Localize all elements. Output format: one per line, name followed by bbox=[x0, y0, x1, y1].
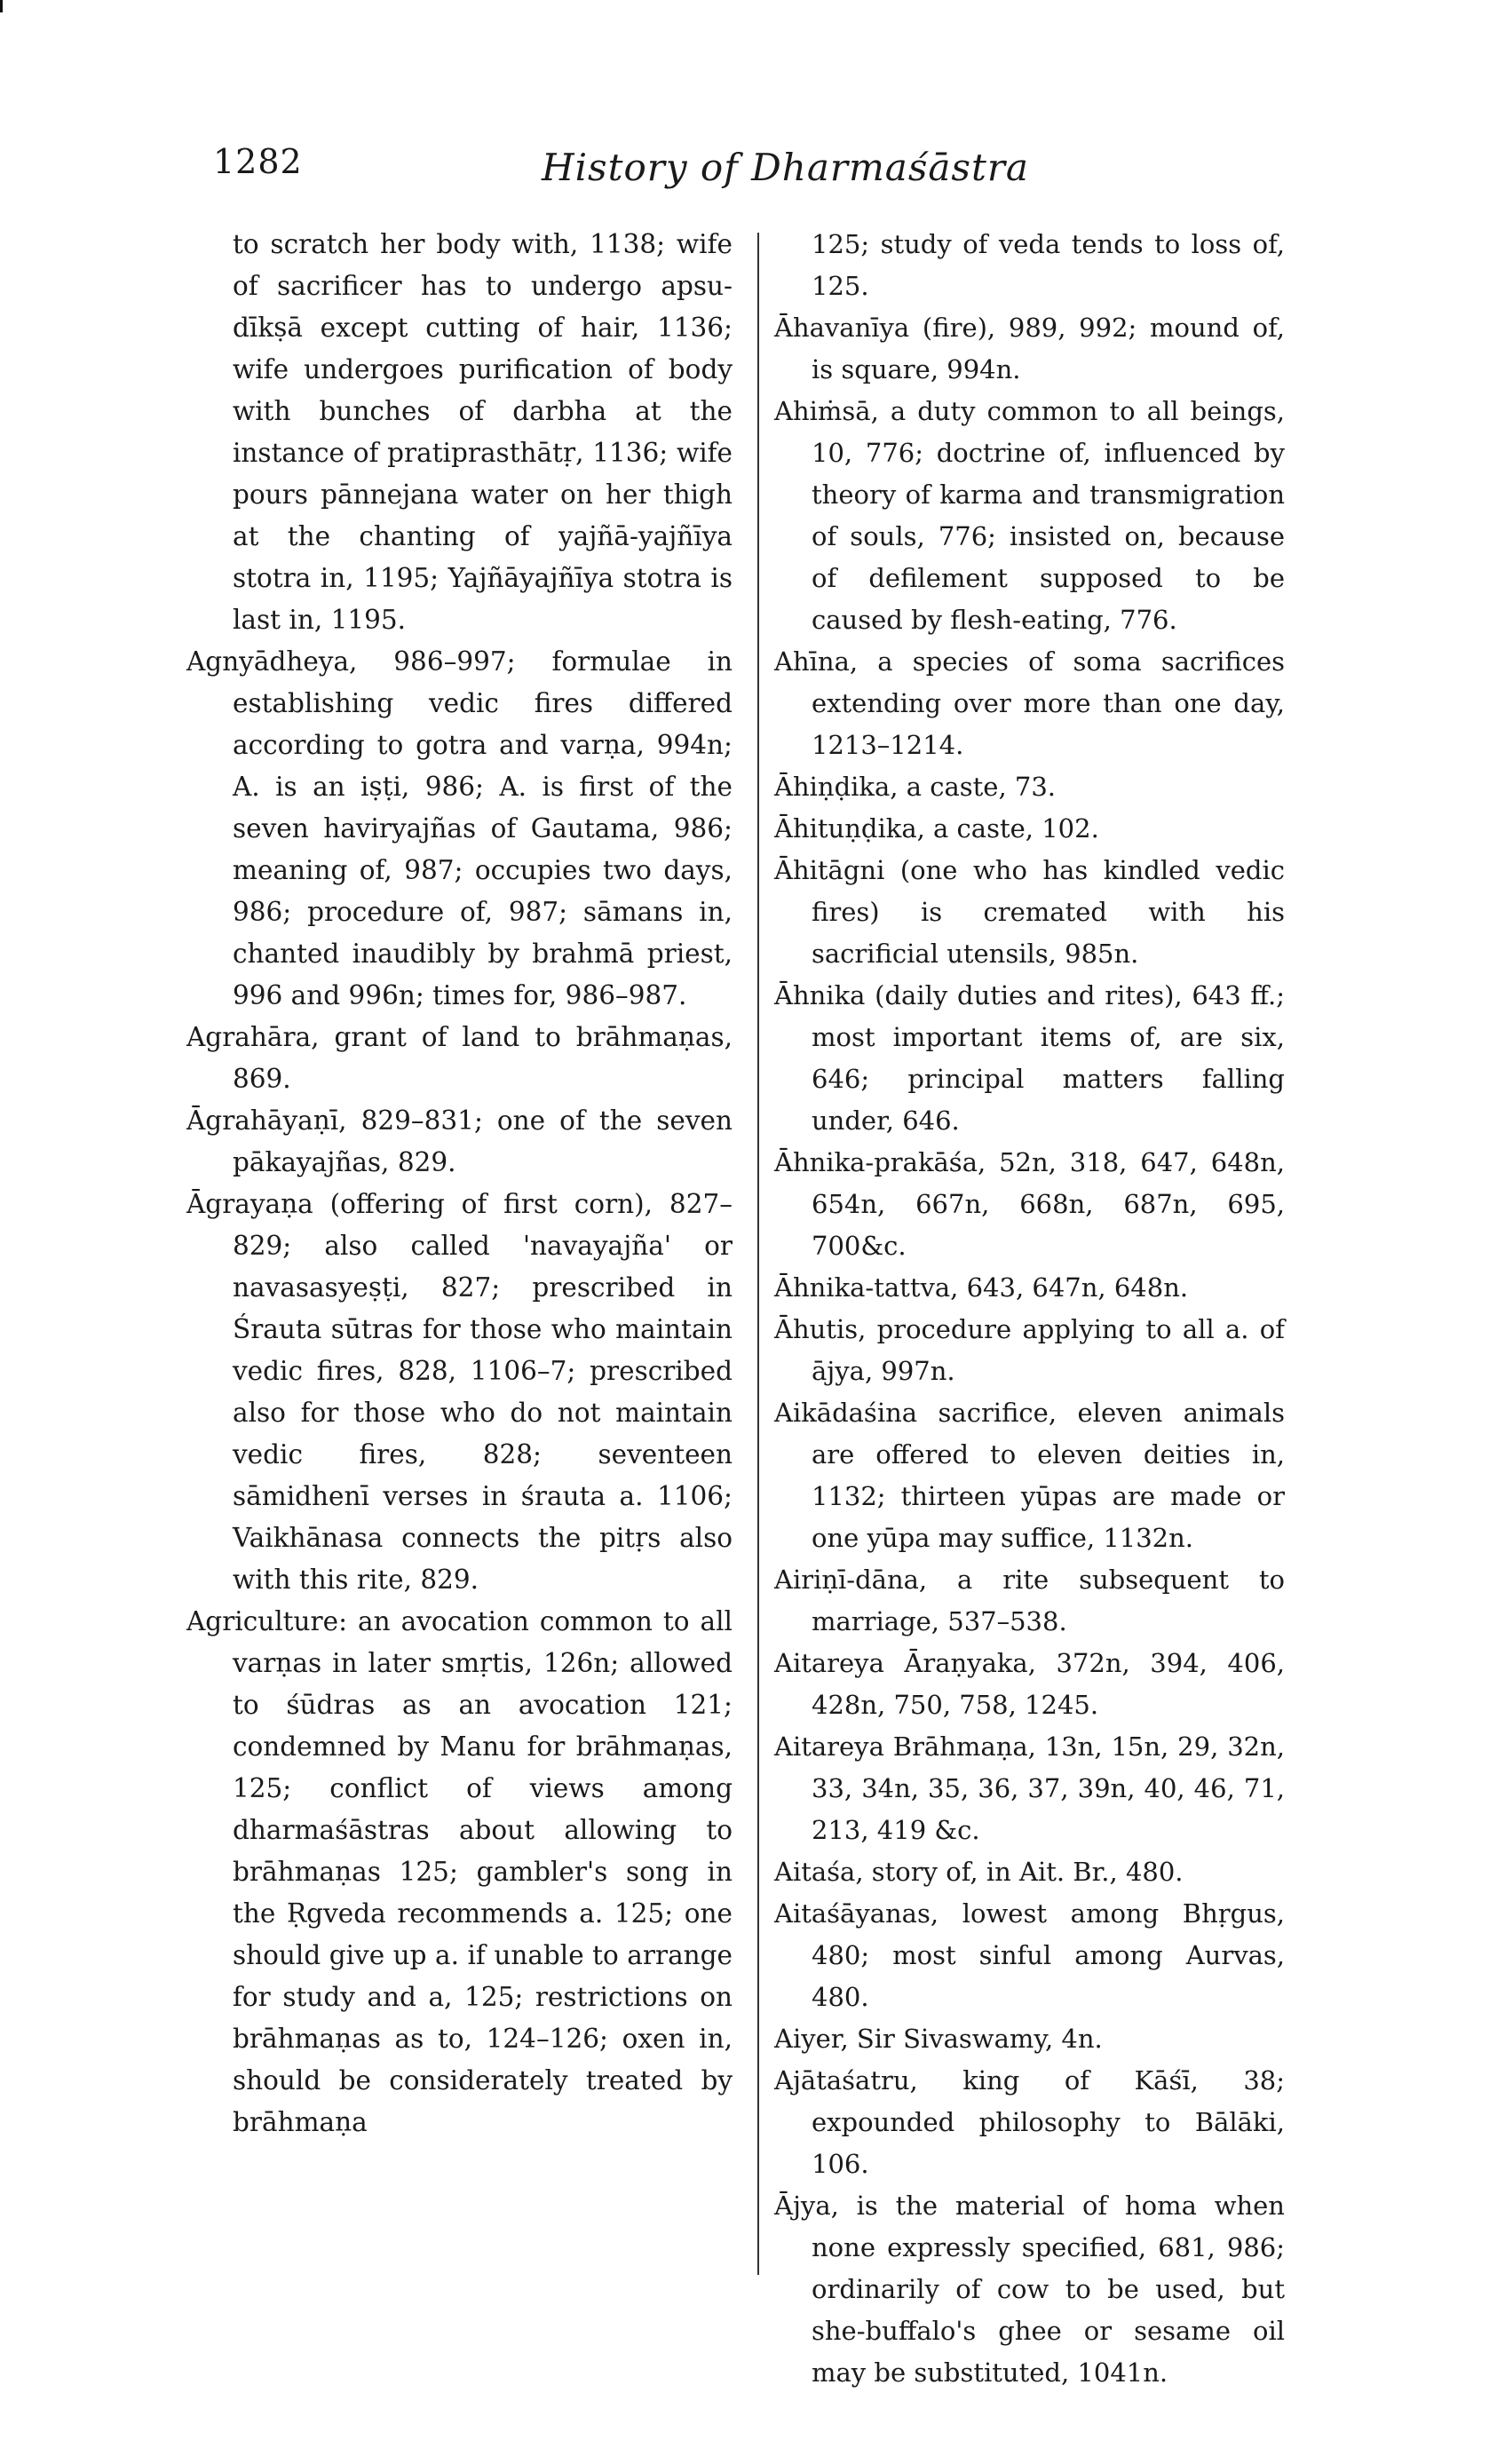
index-entry: Āhnika-prakāśa, 52n, 318, 647, 648n, 654n, 667n, 668n, 687n, 695, 700&c. bbox=[774, 1147, 1285, 1261]
running-title: History of Dharmaśāstra bbox=[542, 146, 1029, 189]
index-entry: Āhavanīya (fire), 989, 992; mound of, is square, 994n. bbox=[774, 313, 1285, 384]
index-entry: Aiyer, Sir Sivaswamy, 4n. bbox=[774, 2024, 1103, 2054]
index-entry: Āgrayaṇa (offering of first corn), 827–829; also called 'navayajña' or navasasyeṣṭi, 827; prescribed in Śrauta sūtras for those who maintain vedic fires, 828, 1106–7; prescribed also for those who do not maintain vedic fires, 828; seventeen sāmidhenī verses in śrauta a. 1106; Vaikhānasa connects the pitṛs also with this rite, 829. bbox=[186, 1189, 733, 1595]
index-entry: Agnyādheya, 986–997; formulae in establishing vedic fires differed according to gotra and varṇa, 994n; A. is an iṣṭi, 986; A. is first of the seven haviryajñas of Gautama, 986; meaning of, 987; occupies two days, 986; procedure of, 987; sāmans in, chanted inaudibly by brahmā priest, 996 and 996n; times for, 986–987. bbox=[186, 646, 733, 1010]
index-entry: Ahīna, a species of soma sacrifices extending over more than one day, 1213–1214. bbox=[774, 646, 1285, 760]
index-entry: Āhiṇḍika, a caste, 73. bbox=[774, 772, 1057, 802]
index-entry: Agriculture: an avocation common to all varṇas in later smṛtis, 126n; allowed to śūdras as an avocation 121; condemned by Manu for brāhmaṇas, 125; conflict of views among dharmaśāstras about allowing to brāhmaṇas 125; gambler's song in the Ṛgveda recommends a. 125; one should give up a. if unable to arrange for study and a, 125; restrictions on brāhmaṇas as to, 124–126; oxen in, should be considerately treated by brāhmaṇa bbox=[186, 1606, 733, 2137]
index-entry: Āhnika (daily duties and rites), 643 ff.; most important items of, are six, 646; principal matters falling under, 646. bbox=[774, 980, 1285, 1136]
index-entry: Āhutis, procedure applying to all a. of ājya, 997n. bbox=[774, 1314, 1285, 1386]
page-number: 1282 bbox=[213, 142, 303, 181]
right-column bbox=[774, 224, 1285, 2394]
index-entry: Ajātaśatru, king of Kāśī, 38; expounded philosophy to Bālāki, 106. bbox=[774, 2065, 1285, 2179]
index-entry: Aitaśa, story of, in Ait. Br., 480. bbox=[774, 1857, 1184, 1887]
index-entry: Aitareya Brāhmaṇa, 13n, 15n, 29, 32n, 33, 34n, 35, 36, 37, 39n, 40, 46, 71, 213, 419 &c. bbox=[774, 1731, 1285, 1845]
index-entry: Ahiṁsā, a duty common to all beings, 10, 776; doctrine of, influenced by theory of karma and transmigration of souls, 776; insisted on, because of defilement supposed to be caused by flesh-eating, 776. bbox=[774, 396, 1285, 635]
left-column bbox=[186, 224, 733, 2143]
index-entry: Aitareya Āraṇyaka, 372n, 394, 406, 428n, 750, 758, 1245. bbox=[774, 1648, 1285, 1720]
index-entry: Airiṇī-dāna, a rite subsequent to marriage, 537–538. bbox=[774, 1565, 1285, 1636]
index-entry: Ājya, is the material of homa when none expressly specified, 681, 986; ordinarily of cow to be used, but she-buffalo's ghee or sesame oil may be substituted, 1041n. bbox=[774, 2191, 1285, 2388]
index-entry: Āgrahāyaṇī, 829–831; one of the seven pākayajñas, 829. bbox=[186, 1105, 733, 1177]
index-entry: Āhitāgni (one who has kindled vedic fires) is cremated with his sacrificial utensils, 985n. bbox=[774, 855, 1285, 969]
index-entry: 125; study of veda tends to loss of, 125. bbox=[812, 229, 1285, 301]
index-entry: Aikādaśina sacrifice, eleven animals are offered to eleven deities in, 1132; thirteen yūpas are made or one yūpa may suffice, 1132n. bbox=[774, 1398, 1285, 1553]
index-entry: to scratch her body with, 1138; wife of sacrificer has to undergo apsu-dīkṣā except cutting of hair, 1136; wife undergoes purification of body with bunches of darbha at the instance of pratiprasthātṛ, 1136; wife pours pānnejana water on her thigh at the chanting of yajñā-yajñīya stotra in, 1195; Yajñāyajñīya stotra is last in, 1195. bbox=[233, 229, 733, 635]
column-divider bbox=[757, 233, 759, 2275]
index-entry: Agrahāra, grant of land to brāhmaṇas, 869. bbox=[186, 1022, 733, 1094]
index-entry: Āhnika-tattva, 643, 647n, 648n. bbox=[774, 1272, 1189, 1303]
index-entry: Aitaśāyanas, lowest among Bhṛgus, 480; most sinful among Aurvas, 480. bbox=[774, 1898, 1285, 2012]
index-entry: Āhituṇḍika, a caste, 102. bbox=[774, 813, 1099, 844]
scan-edge-mark bbox=[0, 0, 3, 12]
